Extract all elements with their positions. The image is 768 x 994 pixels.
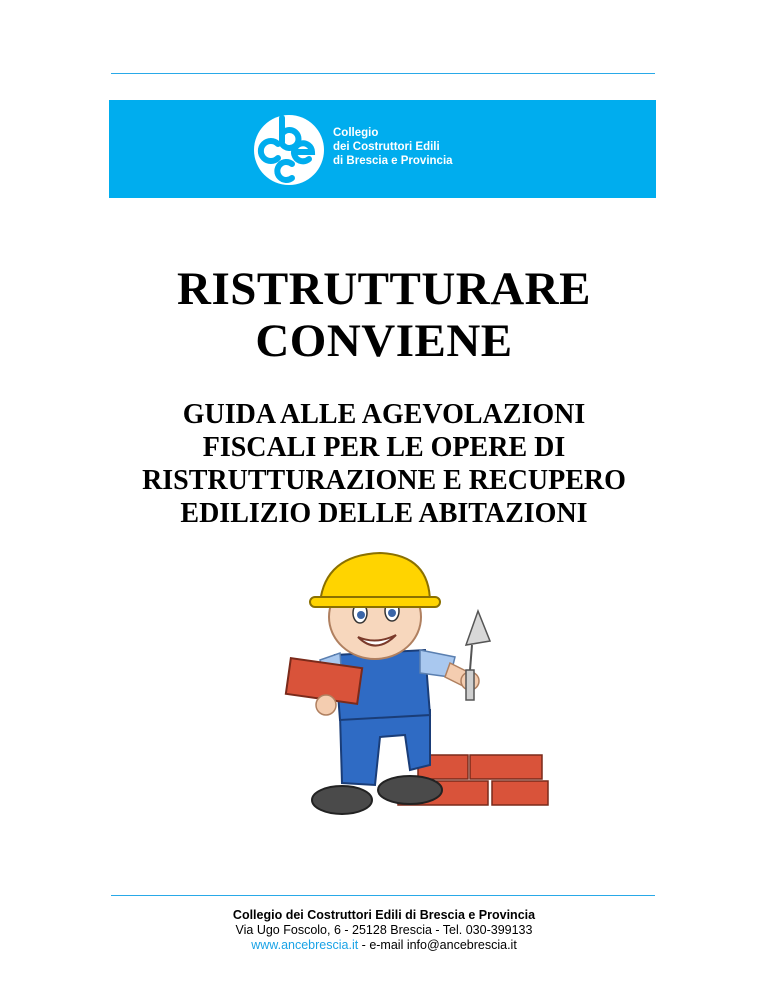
subtitle-line-3: RISTRUTTURAZIONE E RECUPERO: [142, 465, 626, 496]
title-line-1: RISTRUTTURARE: [177, 263, 591, 315]
bottom-divider: [111, 895, 655, 896]
title-line-2: CONVIENE: [255, 315, 513, 367]
footer-address: Via Ugo Foscolo, 6 - 25128 Brescia - Tel. 030-399133: [235, 923, 533, 937]
footer: [0, 908, 768, 953]
top-divider: [111, 73, 655, 74]
builder-illustration: [280, 545, 560, 835]
logo-icon: [248, 114, 330, 186]
website-link[interactable]: www.ancebrescia.it: [251, 938, 359, 952]
subtitle-line-4: EDILIZIO DELLE ABITAZIONI: [180, 498, 588, 529]
header-banner: [109, 100, 656, 198]
email-text[interactable]: e-mail info@ancebrescia.it: [369, 938, 517, 952]
document-title: [0, 263, 768, 367]
logo-line-2: dei Costruttori Edili: [333, 141, 440, 153]
subtitle-line-1: GUIDA ALLE AGEVOLAZIONI: [182, 399, 586, 430]
footer-contacts: [0, 938, 768, 953]
logo-line-1: Collegio: [333, 127, 379, 139]
contact-separator: -: [358, 938, 370, 952]
logo-line-3: di Brescia e Provincia: [333, 155, 453, 167]
logo-text: [333, 126, 453, 168]
document-subtitle: [0, 398, 768, 530]
subtitle-line-2: FISCALI PER LE OPERE DI: [202, 432, 566, 463]
footer-organization-name: Collegio dei Costruttori Edili di Brescia e Provincia: [232, 908, 536, 922]
